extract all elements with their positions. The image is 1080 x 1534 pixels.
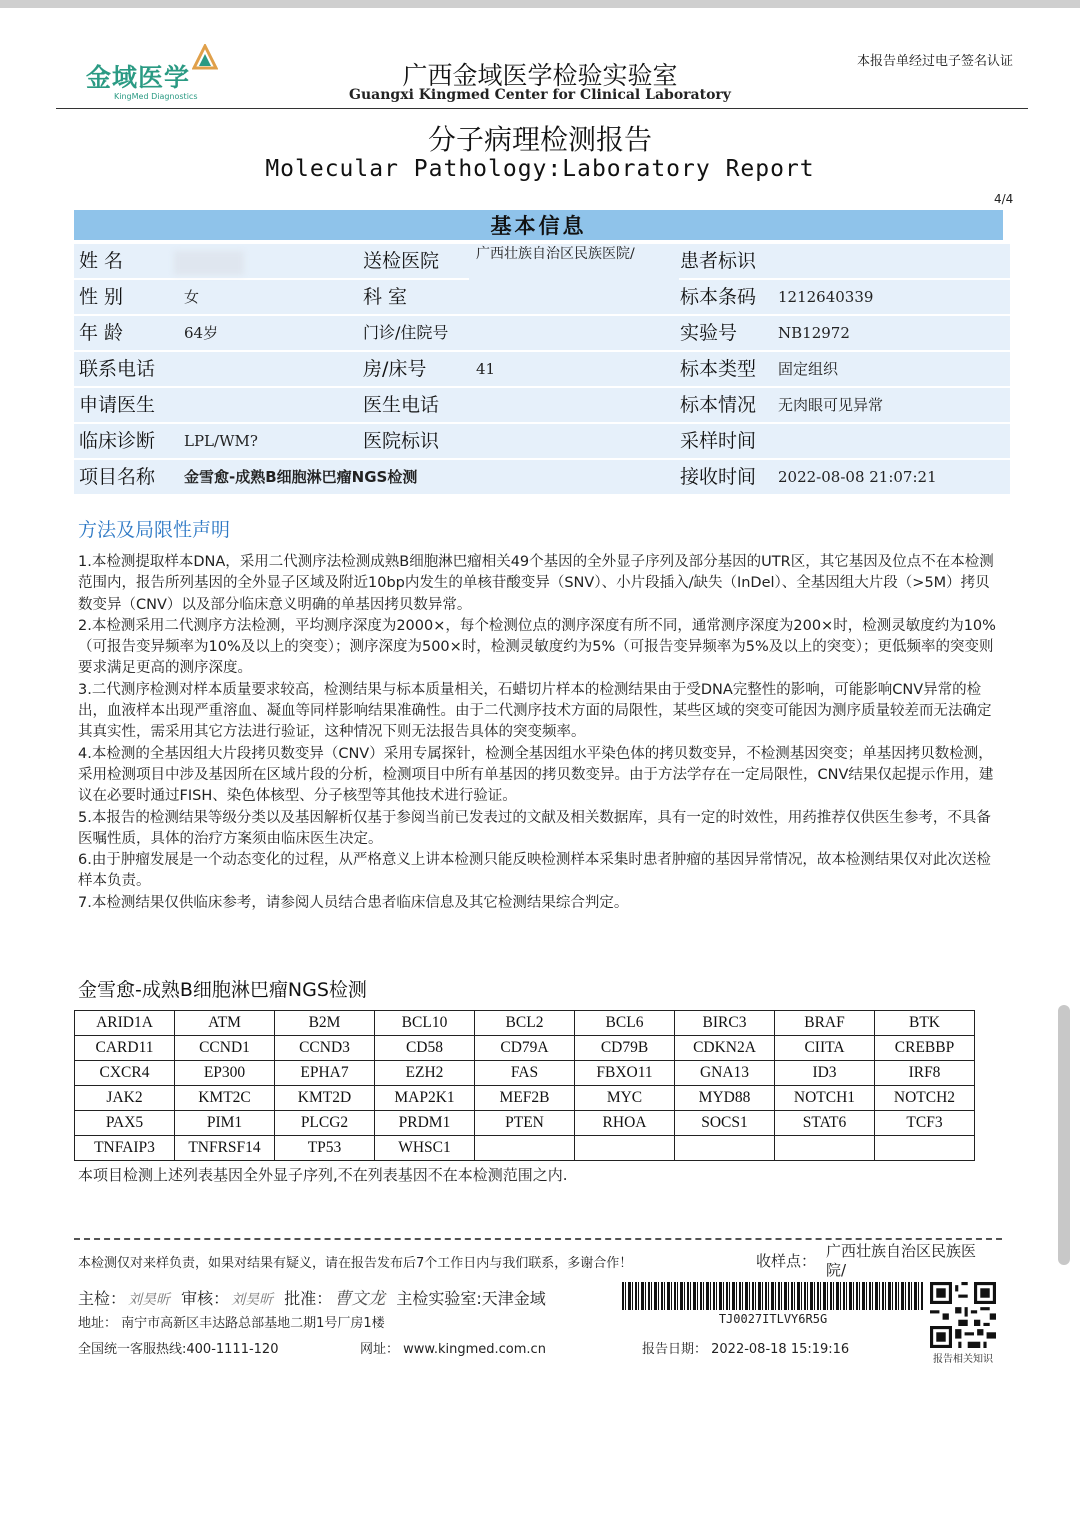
gene-panel-title: 金雪愈-成熟B细胞淋巴瘤NGS检测 <box>78 979 367 1001</box>
gene-note: 本项目检测上述列表基因全外显子序列,不在列表基因不在本检测范围之内. <box>78 1166 568 1184</box>
gene-cell: ID3 <box>775 1061 875 1086</box>
gene-cell: FAS <box>475 1061 575 1086</box>
gene-cell: NOTCH2 <box>875 1086 975 1111</box>
info-label: 医院标识 <box>358 424 471 458</box>
info-label: 姓 名 <box>74 244 179 278</box>
gene-cell: FBXO11 <box>575 1061 675 1086</box>
info-row <box>74 424 1003 458</box>
gene-cell: NOTCH1 <box>775 1086 875 1111</box>
gene-cell: MEF2B <box>475 1086 575 1111</box>
gene-cell: PIM1 <box>175 1111 275 1136</box>
gene-cell: MYC <box>575 1086 675 1111</box>
info-value <box>177 388 362 422</box>
logo-text: 金域医学 <box>86 63 191 92</box>
gene-table <box>74 1010 975 1161</box>
gene-cell: CIITA <box>775 1036 875 1061</box>
method-item: 2.本检测采用二代测序方法检测，平均测序深度为2000×，每个检测位点的测序深度有所不同，通常测序深度为200×时，检测灵敏度约为10%（可报告变异频率为10%及以上的突变）；测序深度为500×时，检测灵敏度约为5%（可报告变异频率为5%及以上的突变）；更低频率的突变则要求满足更高的测序深度。 <box>78 617 996 677</box>
redacted-name <box>174 251 244 275</box>
approver-signature: 曹文龙 <box>334 1289 386 1309</box>
report-title-en: Molecular Pathology:Laboratory Report <box>265 156 815 182</box>
gene-cell: CXCR4 <box>75 1061 175 1086</box>
gene-cell: PRDM1 <box>375 1111 475 1136</box>
gene-cell: EZH2 <box>375 1061 475 1086</box>
gene-cell: MAP2K1 <box>375 1086 475 1111</box>
gene-cell: BCL6 <box>575 1011 675 1036</box>
top-strip <box>0 0 1080 8</box>
inspector-label: 主检： <box>78 1289 127 1308</box>
method-item: 4.本检测的全基因组大片段拷贝数变异（CNV）采用专属探针，检测全基因组水平染色体的拷贝数变异，不检测基因突变；单基因拷贝数检测，采用检测项目中涉及基因所在区域片段的分析，检测项目中所有单基因的拷贝数变异。由于方法学存在一定局限性，CNV结果仅起提示作用，建议在必要时通过FISH、染色体核型、分子核型等其他技术进行验证。 <box>78 745 994 805</box>
info-label: 实验号 <box>675 316 773 350</box>
info-value: 固定组织 <box>771 352 1010 386</box>
method-item: 7.本检测结果仅供临床参考，请参阅人员结合患者临床信息及其它检测结果综合判定。 <box>78 894 629 911</box>
website: 网址： www.kingmed.com.cn <box>360 1342 546 1357</box>
info-value <box>771 244 1010 278</box>
gene-cell: PAX5 <box>75 1111 175 1136</box>
lab-name-en: Guangxi Kingmed Center for Clinical Laboratory <box>349 87 731 103</box>
project-value: 金雪愈-成熟B细胞淋巴瘤NGS检测 <box>177 460 679 494</box>
info-value <box>469 424 679 458</box>
gene-cell <box>575 1136 675 1161</box>
info-label: 采样时间 <box>675 424 773 458</box>
receive-time-value: 2022-08-08 21:07:21 <box>771 460 1010 494</box>
method-item: 6.由于肿瘤发展是一个动态变化的过程，从严格意义上讲本检测只能反映检测样本采集时患者肿瘤的基因异常情况，故本检测结果仅对此次送检样本负责。 <box>78 852 991 890</box>
collect-point-label: 收样点： <box>756 1252 817 1270</box>
gene-row <box>75 1111 975 1136</box>
info-label: 患者标识 <box>675 244 773 278</box>
info-row <box>74 388 1003 422</box>
gene-cell <box>775 1136 875 1161</box>
info-value: NB12972 <box>771 316 1010 350</box>
gene-cell <box>475 1136 575 1161</box>
barcode-text: TJ0027ITLVY6R5G <box>718 1312 828 1326</box>
hotline: 全国统一客服热线:400-1111-120 <box>78 1342 279 1357</box>
gene-cell: TNFAIP3 <box>75 1136 175 1161</box>
info-label: 联系电话 <box>74 352 179 386</box>
gene-cell: IRF8 <box>875 1061 975 1086</box>
info-label: 性 别 <box>74 280 179 314</box>
gene-cell: STAT6 <box>775 1111 875 1136</box>
gene-cell: B2M <box>275 1011 375 1036</box>
gene-cell: TP53 <box>275 1136 375 1161</box>
info-row <box>74 316 1003 350</box>
footer-disclaimer: 本检测仅对来样负责，如果对结果有疑义，请在报告发布后7个工作日内与我们联系，多谢合作！ <box>78 1256 633 1271</box>
gene-cell: ATM <box>175 1011 275 1036</box>
gene-cell: PLCG2 <box>275 1111 375 1136</box>
info-label: 医生电话 <box>358 388 471 422</box>
gene-cell: BRAF <box>775 1011 875 1036</box>
info-value: 64岁 <box>177 316 362 350</box>
logo-subtitle: KingMed Diagnostics <box>114 92 198 101</box>
gene-cell: BCL2 <box>475 1011 575 1036</box>
info-value: LPL/WM? <box>177 424 362 458</box>
info-value <box>177 352 362 386</box>
info-value <box>469 316 679 350</box>
esign-note: 本报告单经过电子签名认证 <box>856 54 1013 69</box>
gene-cell: MYD88 <box>675 1086 775 1111</box>
method-item: 5.本报告的检测结果等级分类以及基因解析仅基于参阅当前已发表过的文献及相关数据库，具有一定的时效性，用药推荐仅供医生参考，不具备医嘱性质，具体的治疗方案须由临床医生决定。 <box>78 809 991 847</box>
collect-point-value: 广西壮族自治区民族医院/ <box>826 1242 977 1279</box>
signature-line <box>78 1284 546 1309</box>
gene-row <box>75 1011 975 1036</box>
gene-cell: CCND3 <box>275 1036 375 1061</box>
info-label: 标本情况 <box>675 388 773 422</box>
gene-cell: RHOA <box>575 1111 675 1136</box>
gene-cell: CD58 <box>375 1036 475 1061</box>
gene-cell: CD79A <box>475 1036 575 1061</box>
qr-caption: 报告相关知识 <box>933 1354 993 1365</box>
gene-cell: CDKN2A <box>675 1036 775 1061</box>
gene-cell: KMT2D <box>275 1086 375 1111</box>
scrollbar-thumb[interactable] <box>1058 1005 1070 1265</box>
kingmed-logo <box>86 44 226 106</box>
gene-cell: KMT2C <box>175 1086 275 1111</box>
gene-cell: BCL10 <box>375 1011 475 1036</box>
info-label: 门诊/住院号 <box>358 316 471 350</box>
gene-cell: WHSC1 <box>375 1136 475 1161</box>
gene-cell: ARID1A <box>75 1011 175 1036</box>
gene-cell: CREBBP <box>875 1036 975 1061</box>
gene-cell: CARD11 <box>75 1036 175 1061</box>
gene-row <box>75 1061 975 1086</box>
gene-cell: SOCS1 <box>675 1111 775 1136</box>
gene-cell: CD79B <box>575 1036 675 1061</box>
gene-row <box>75 1036 975 1061</box>
footer-divider <box>74 1238 1002 1240</box>
gene-row <box>75 1136 975 1161</box>
address: 地址： 南宁市高新区丰达路总部基地二期1号厂房1楼 <box>78 1316 385 1331</box>
info-row <box>74 280 1003 314</box>
report-title-cn: 分子病理检测报告 <box>427 123 652 156</box>
info-value: 1212640339 <box>771 280 1010 314</box>
gene-cell: GNA13 <box>675 1061 775 1086</box>
gene-cell: TNFRSF14 <box>175 1136 275 1161</box>
qr-code-icon[interactable] <box>930 1282 996 1348</box>
method-item: 1.本检测提取样本DNA，采用二代测序法检测成熟B细胞淋巴瘤相关49个基因的全外显子序列及部分基因的UTR区，其它基因及位点不在本检测范围内，报告所列基因的全外显子区域及附近10bp内发生的单核苷酸变异（SNV）、小片段插入/缺失（InDel）、全基因组大片段（>5M）拷贝数变异（CNV）以及部分临床意义明确的单基因拷贝数异常。 <box>78 554 994 613</box>
info-value: 女 <box>177 280 362 314</box>
receive-time-label: 接收时间 <box>675 460 773 494</box>
gene-cell: EPHA7 <box>275 1061 375 1086</box>
reviewer-signature: 刘昊昕 <box>231 1292 274 1308</box>
info-label: 标本类型 <box>675 352 773 386</box>
info-value <box>469 388 679 422</box>
method-item: 3.二代测序检测对样本质量要求较高，检测结果与标本质量相关，石蜡切片样本的检测结果由于受DNA完整性的影响，可能影响CNV异常的检出，血液样本出现严重溶血、凝血等同样影响结果准确性。由于二代测序技术方面的局限性，某些区域的突变可能因为测序质量较差而无法确定其真实性，需采用其它方法进行验证，这种情况下则无法报告具体的突变频率。 <box>78 681 992 741</box>
info-label: 送检医院 <box>358 244 471 278</box>
gene-cell: TCF3 <box>875 1111 975 1136</box>
info-label: 房/床号 <box>358 352 471 386</box>
info-value <box>469 280 679 314</box>
approver-label: 批准： <box>284 1289 333 1308</box>
info-value <box>771 424 1010 458</box>
method-section-title: 方法及局限性声明 <box>78 519 231 541</box>
project-label: 项目名称 <box>74 460 179 494</box>
info-row-project <box>74 460 1003 494</box>
basic-info-header: 基本信息 <box>74 210 1003 240</box>
lab-label: 主检实验室:天津金域 <box>396 1289 546 1308</box>
page-number: 4/4 <box>994 192 1014 206</box>
info-value: 41 <box>469 352 679 386</box>
report-date: 报告日期： 2022-08-18 15:19:16 <box>642 1342 850 1357</box>
header-divider <box>56 108 1028 109</box>
gene-cell <box>675 1136 775 1161</box>
gene-cell: BTK <box>875 1011 975 1036</box>
logo-mark-icon <box>192 44 218 72</box>
info-value: 广西壮族自治区民族医院/ <box>469 244 679 280</box>
info-label: 年 龄 <box>74 316 179 350</box>
barcode <box>622 1282 924 1310</box>
gene-cell: PTEN <box>475 1111 575 1136</box>
gene-cell <box>875 1136 975 1161</box>
gene-cell: EP300 <box>175 1061 275 1086</box>
info-row <box>74 352 1003 386</box>
gene-row <box>75 1086 975 1111</box>
method-declaration <box>78 552 1003 914</box>
gene-cell: CCND1 <box>175 1036 275 1061</box>
gene-cell: BIRC3 <box>675 1011 775 1036</box>
info-label: 临床诊断 <box>74 424 179 458</box>
lab-name-cn: 广西金域医学检验实验室 <box>402 61 678 90</box>
info-label: 申请医生 <box>74 388 179 422</box>
gene-cell: JAK2 <box>75 1086 175 1111</box>
info-label: 标本条码 <box>675 280 773 314</box>
info-label: 科 室 <box>358 280 471 314</box>
reviewer-label: 审核： <box>181 1289 230 1308</box>
inspector-signature: 刘昊昕 <box>128 1292 171 1308</box>
info-value: 无肉眼可见异常 <box>771 388 1010 422</box>
